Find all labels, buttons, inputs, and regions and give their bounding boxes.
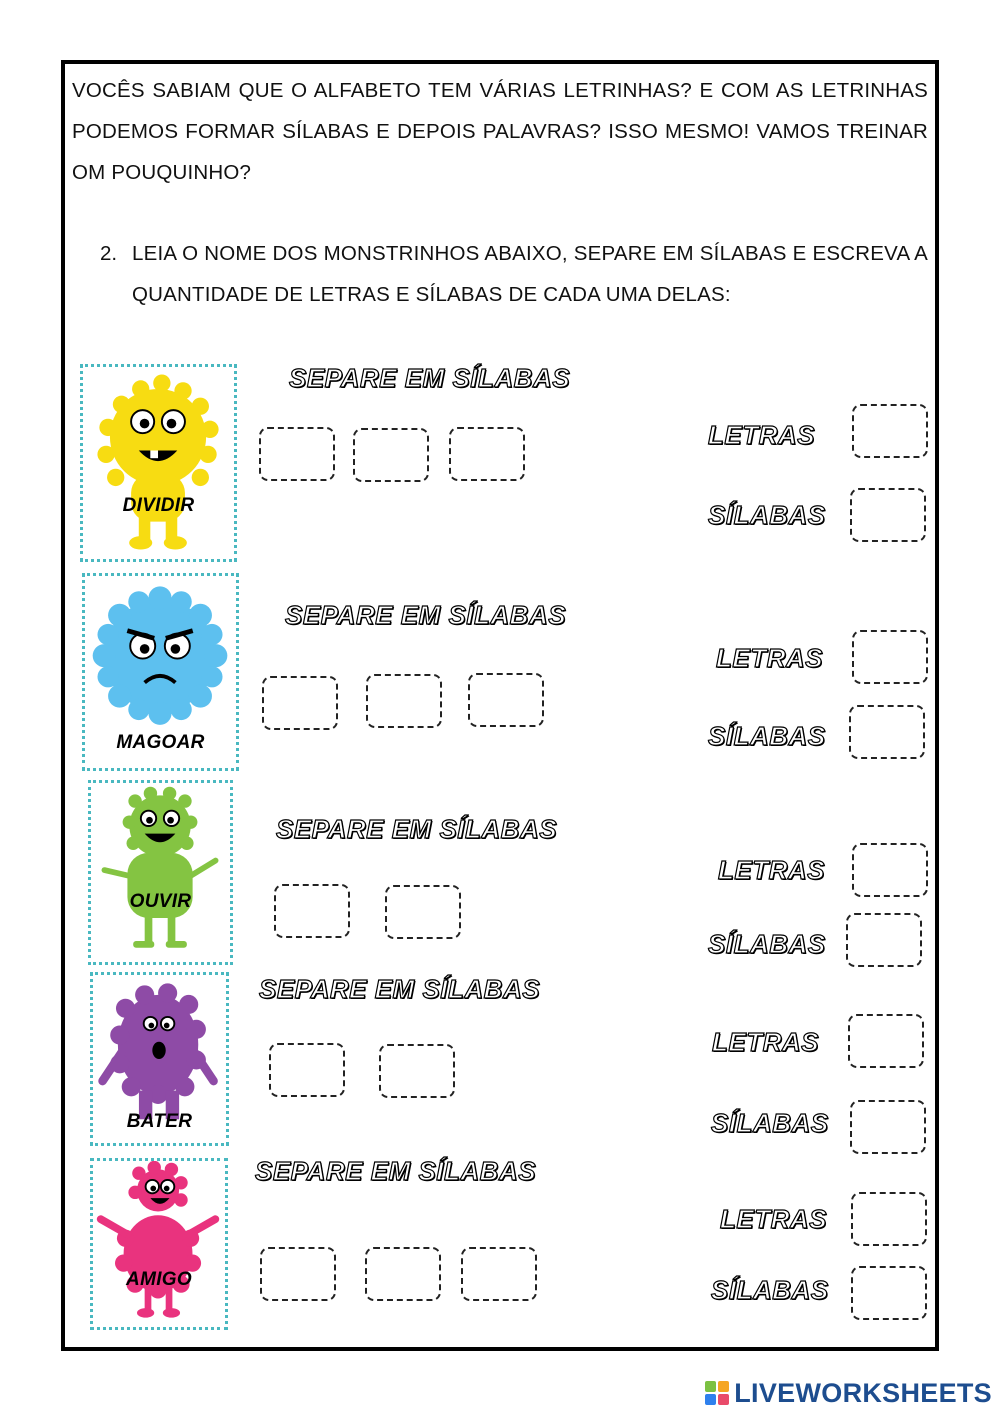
syllable-box[interactable] xyxy=(269,1043,345,1097)
separate-title: SEPARE EM SÍLABAS xyxy=(255,1156,537,1186)
question-text: LEIA O NOME DOS MONSTRINHOS ABAIXO, SEPARE EM SÍLABAS E ESCREVA A QUANTIDADE DE LETRAS E SÍLABAS DE CADA UMA DELAS: xyxy=(132,242,928,306)
intro-text: VOCÊS SABIAM QUE O ALFABETO TEM VÁRIAS LETRINHAS? E COM AS LETRINHAS PODEMOS FORMAR SÍLABAS E DEPOIS PALAVRAS? ISSO MESMO! VAMOS TREINAR OM POUQUINHO? xyxy=(72,79,928,184)
question-number: 2. xyxy=(100,242,118,265)
syllable-box[interactable] xyxy=(449,427,525,481)
syllables-count-box[interactable] xyxy=(846,913,922,967)
syllables-count-box[interactable] xyxy=(849,705,925,759)
syllable-box[interactable] xyxy=(468,673,544,727)
syllables-label: SÍLABAS xyxy=(708,500,826,530)
syllables-count-box[interactable] xyxy=(850,1100,926,1154)
syllables-count-box[interactable] xyxy=(851,1266,927,1320)
syllables-count-box[interactable] xyxy=(850,488,926,542)
syllable-box[interactable] xyxy=(262,676,338,730)
monster-card xyxy=(80,364,237,562)
syllables-label: SÍLABAS xyxy=(711,1275,829,1305)
brand-text: LIVEWORKSHEETS xyxy=(734,1377,992,1408)
letters-label: LETRAS xyxy=(716,643,823,673)
syllables-label: SÍLABAS xyxy=(711,1108,829,1138)
green-monster-icon xyxy=(91,783,230,962)
letters-count-box[interactable] xyxy=(852,404,928,458)
syllable-box[interactable] xyxy=(260,1247,336,1301)
syllable-box[interactable] xyxy=(274,884,350,938)
letters-count-box[interactable] xyxy=(852,630,928,684)
monster-card xyxy=(82,573,239,771)
separate-title: SEPARE EM SÍLABAS xyxy=(259,974,541,1004)
syllable-box[interactable] xyxy=(385,885,461,939)
letters-count-box[interactable] xyxy=(851,1192,927,1246)
separate-title: SEPARE EM SÍLABAS xyxy=(276,814,558,844)
monster-name: OUVIR xyxy=(129,891,192,912)
letters-label: LETRAS xyxy=(718,855,825,885)
monster-name: BATER xyxy=(126,1111,193,1132)
syllable-box[interactable] xyxy=(366,674,442,728)
syllable-box[interactable] xyxy=(365,1247,441,1301)
separate-title: SEPARE EM SÍLABAS xyxy=(285,600,567,630)
letters-label: LETRAS xyxy=(712,1027,819,1057)
monster-card xyxy=(88,780,233,965)
syllable-box[interactable] xyxy=(461,1247,537,1301)
monster-card xyxy=(90,1158,228,1330)
monster-name: AMIGO xyxy=(126,1269,192,1290)
letters-count-box[interactable] xyxy=(852,843,928,897)
syllables-label: SÍLABAS xyxy=(708,929,826,959)
liveworksheets-logo-icon xyxy=(704,1380,730,1406)
letters-label: LETRAS xyxy=(708,420,815,450)
letters-label: LETRAS xyxy=(720,1204,827,1234)
syllable-box[interactable] xyxy=(353,428,429,482)
letters-count-box[interactable] xyxy=(848,1014,924,1068)
syllable-box[interactable] xyxy=(379,1044,455,1098)
syllable-box[interactable] xyxy=(259,427,335,481)
syllables-label: SÍLABAS xyxy=(708,721,826,751)
monster-name: DIVIDIR xyxy=(122,495,195,516)
separate-title: SEPARE EM SÍLABAS xyxy=(289,363,571,393)
yellow-monster-icon xyxy=(83,367,234,559)
liveworksheets-brand[interactable] xyxy=(704,1377,992,1409)
pink-monster-icon xyxy=(93,1161,225,1327)
monster-name: MAGOAR xyxy=(116,732,205,753)
monster-card xyxy=(90,972,229,1146)
